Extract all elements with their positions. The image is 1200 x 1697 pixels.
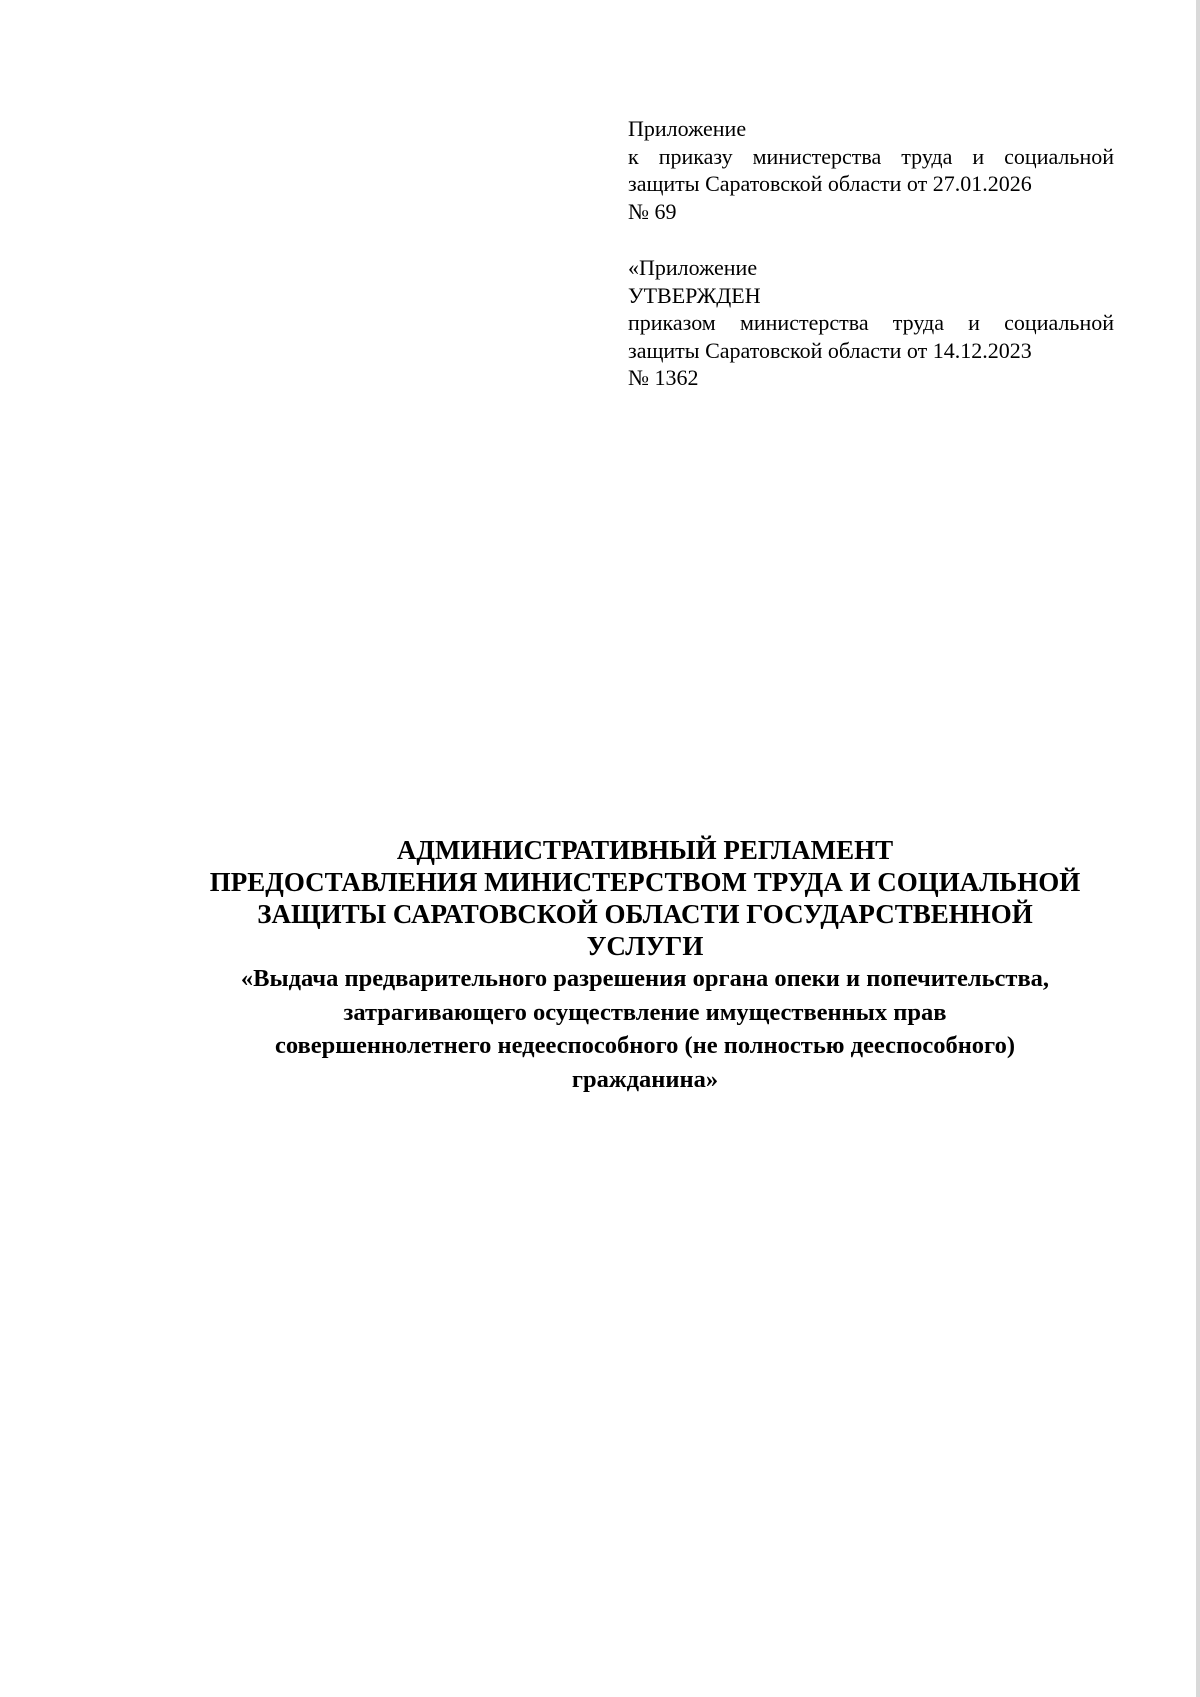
- service-name-line: гражданина»: [571, 1065, 719, 1093]
- title-line: АДМИНИСТРАТИВНЫЙ РЕГЛАМЕНТ: [396, 835, 894, 865]
- service-name-line: совершеннолетнего недееспособного (не полностью дееспособного): [275, 1032, 1015, 1059]
- approval-order-number: № 1362: [628, 365, 699, 390]
- approval-appendix-label: «Приложение: [628, 255, 758, 280]
- service-name-line: затрагивающего осуществление имущественных прав: [343, 998, 947, 1026]
- title-line: ПРЕДОСТАВЛЕНИЯ МИНИСТЕРСТВОМ ТРУДА И СОЦИАЛЬНОЙ: [209, 867, 1081, 897]
- appendix-order-reference: к приказу министерства труда и социальной защиты Саратовской области от 27.01.2026: [628, 143, 1114, 196]
- regulation-title: [100, 834, 1190, 1096]
- approval-header: [628, 254, 1114, 392]
- approval-order-reference: приказом министерства труда и социальной защиты Саратовской области от 14.12.2023: [628, 310, 1114, 363]
- appendix-order-number: № 69: [628, 198, 677, 224]
- page-edge-divider: [1196, 0, 1200, 1697]
- service-name-line: «Выдача предварительного разрешения органа опеки и попечительства,: [240, 965, 1050, 992]
- title-line: ЗАЩИТЫ САРАТОВСКОЙ ОБЛАСТИ ГОСУДАРСТВЕННОЙ: [257, 899, 1033, 929]
- appendix-label: Приложение: [628, 116, 747, 141]
- appendix-header: [628, 115, 1114, 225]
- approval-stamp-label: УТВЕРЖДЕН: [628, 282, 761, 308]
- title-line: УСЛУГИ: [586, 931, 704, 961]
